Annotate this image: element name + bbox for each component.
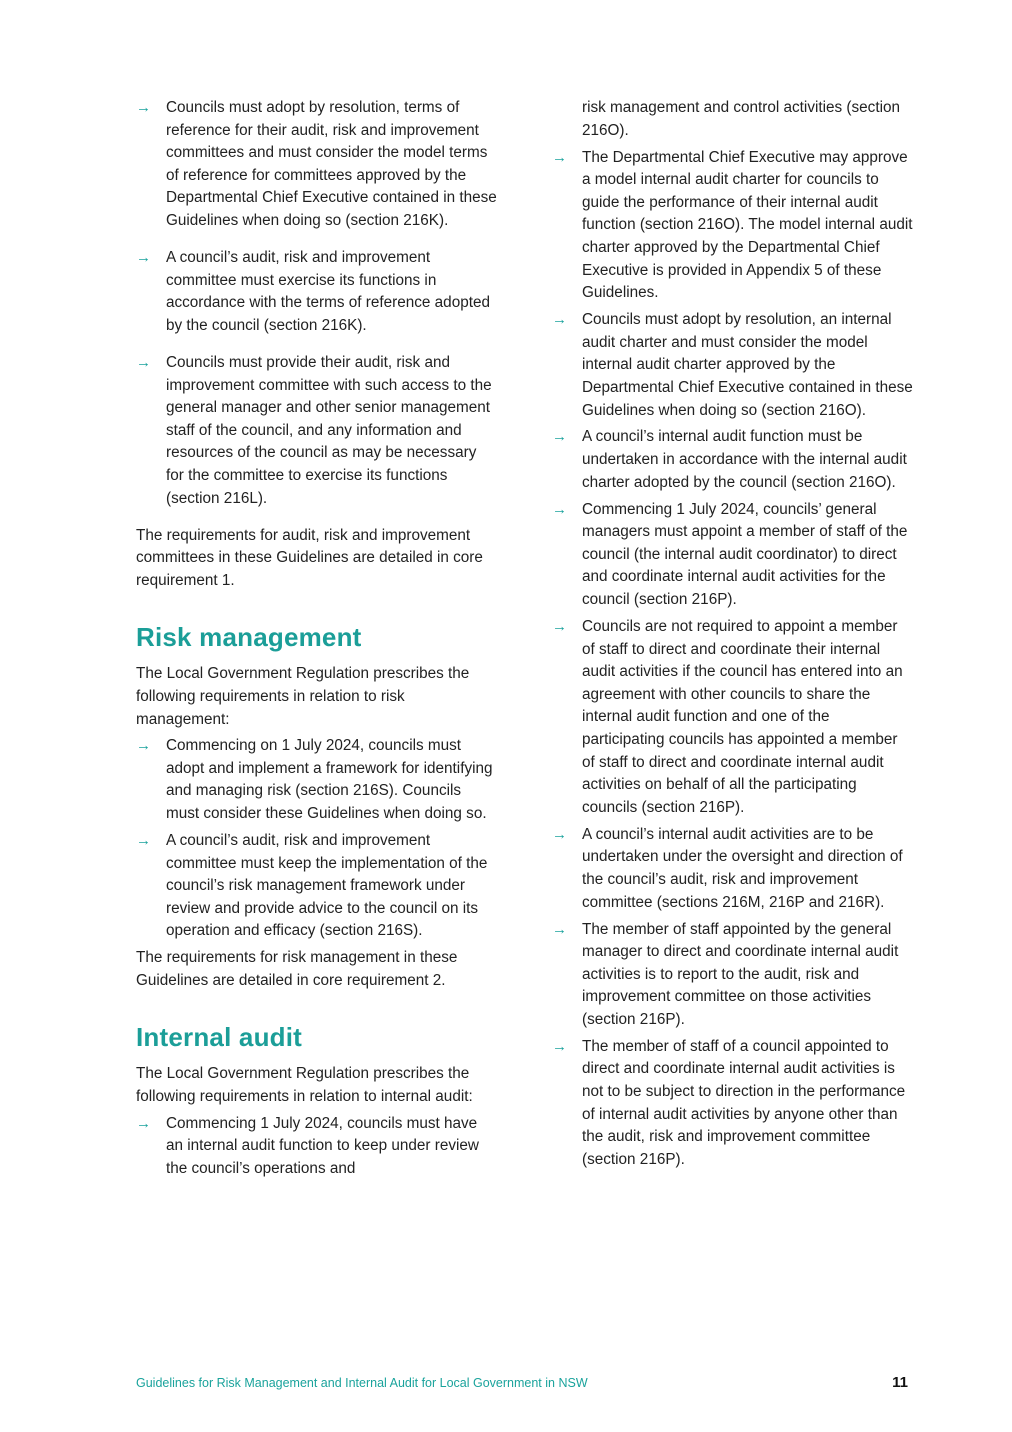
internal-audit-intro: The Local Government Regulation prescribes the following requirements in relation to internal audit:: [136, 1065, 473, 1106]
page-footer: [136, 1376, 908, 1396]
list-item: → Commencing on 1 July 2024, councils must adopt and implement a framework for identifying and managing risk (section 216S). Councils must consider these Guidelines when doing so.: [136, 737, 493, 822]
left-column: [136, 97, 498, 1185]
list-item: → Councils must adopt by resolution, an internal audit charter and must consider the model internal audit charter approved by the Departmental Chief Executive contained in these Guidelines when doing so (section 216O).: [552, 311, 913, 419]
arrow-right-icon: →: [552, 920, 567, 938]
arrow-right-icon: →: [552, 311, 567, 329]
list-item: → A council’s audit, risk and improvement committee must keep the implementation of the council’s risk management framework under review and provide advice to the council on its operation and efficacy (section 216S).: [136, 831, 488, 940]
right-column: [552, 97, 914, 1176]
risk-management-list: [136, 735, 498, 943]
list-item: → Commencing 1 July 2024, councils must have an internal audit function to keep under review the council’s operations and: [136, 1114, 479, 1177]
list-item: → Councils must adopt by resolution, terms of reference for their audit, risk and improvement committees and must consider the model terms of reference for committees approved by the Departmental Chief Executive contained in these Guidelines when doing so (section 216K).: [136, 99, 497, 229]
arrow-right-icon: →: [552, 825, 567, 843]
arrow-right-icon: →: [136, 99, 151, 116]
list-item: → The member of staff appointed by the general manager to direct and coordinate internal audit activities is to report to the audit, risk and improvement committee on those activities (section 216P).: [552, 920, 899, 1028]
arrow-right-icon: →: [136, 737, 151, 755]
arrow-right-icon: →: [136, 353, 151, 371]
list-item: → A council’s internal audit function must be undertaken in accordance with the internal audit charter adopted by the council (section 216O).: [552, 428, 907, 491]
list-item: → The Departmental Chief Executive may approve a model internal audit charter for councils to guide the performance of their internal audit function (section 216O). The model internal audit charter approved by the Departmental Chief Executive is provided in Appendix 5 of these Guidelines.: [552, 148, 913, 302]
arrow-right-icon: →: [136, 831, 151, 849]
page-number: 11: [892, 1374, 908, 1391]
list-item: → A council’s audit, risk and improvement committee must exercise its functions in accordance with the terms of reference adopted by the council (section 216K).: [136, 249, 490, 334]
footer-title: Guidelines for Risk Management and Internal Audit for Local Government in NSW: [136, 1376, 588, 1390]
bullet-continuation: risk management and control activities (section 216O).: [582, 99, 900, 139]
risk-management-closing: The requirements for risk management in these Guidelines are detailed in core requirement 2.: [136, 949, 458, 989]
list-item: → Councils must provide their audit, risk and improvement committee with such access to the general manager and other senior management staff of the council, and any information and resources of the council as may be necessary for the committee to exercise its functions (section 216L).: [136, 353, 492, 507]
list-item: → Councils are not required to appoint a member of staff to direct and coordinate their internal audit activities if the council has entered into an agreement with other councils to share the internal audit function and one of the participating councils has appointed a member of staff to direct and coordinate internal audit activities on behalf of all the participating councils (section 216P).: [552, 618, 903, 816]
internal-audit-heading: Internal audit: [136, 1022, 303, 1053]
committee-requirements-list: [136, 97, 498, 510]
arrow-right-icon: →: [552, 428, 567, 446]
arrow-right-icon: →: [136, 1114, 151, 1132]
arrow-right-icon: →: [552, 618, 567, 636]
list-item: → Commencing 1 July 2024, councils’ general managers must appoint a member of staff of the council (the internal audit coordinator) to direct and coordinate internal audit activities for the council (section 216P).: [552, 500, 908, 609]
list-item: → The member of staff of a council appointed to direct and coordinate internal audit activities is not to be subject to direction in the performance of internal audit activities by anyone other than the audit, risk and improvement committee (section 216P).: [552, 1037, 906, 1168]
risk-management-intro: The Local Government Regulation prescribes the following requirements in relation to risk management:: [136, 665, 470, 728]
arrow-right-icon: →: [552, 148, 567, 166]
internal-audit-list-start: [136, 1113, 498, 1181]
committees-requirements-paragraph: The requirements for audit, risk and improvement committees in these Guidelines are detailed in core requirement 1.: [136, 526, 483, 589]
internal-audit-list: [552, 147, 914, 1172]
arrow-right-icon: →: [552, 500, 567, 518]
arrow-right-icon: →: [136, 249, 151, 267]
risk-management-heading: Risk management: [136, 622, 362, 653]
arrow-right-icon: →: [552, 1037, 567, 1055]
list-item: → A council’s internal audit activities are to be undertaken under the oversight and direction of the council’s audit, risk and improvement committee (sections 216M, 216P and 216R).: [552, 825, 903, 911]
